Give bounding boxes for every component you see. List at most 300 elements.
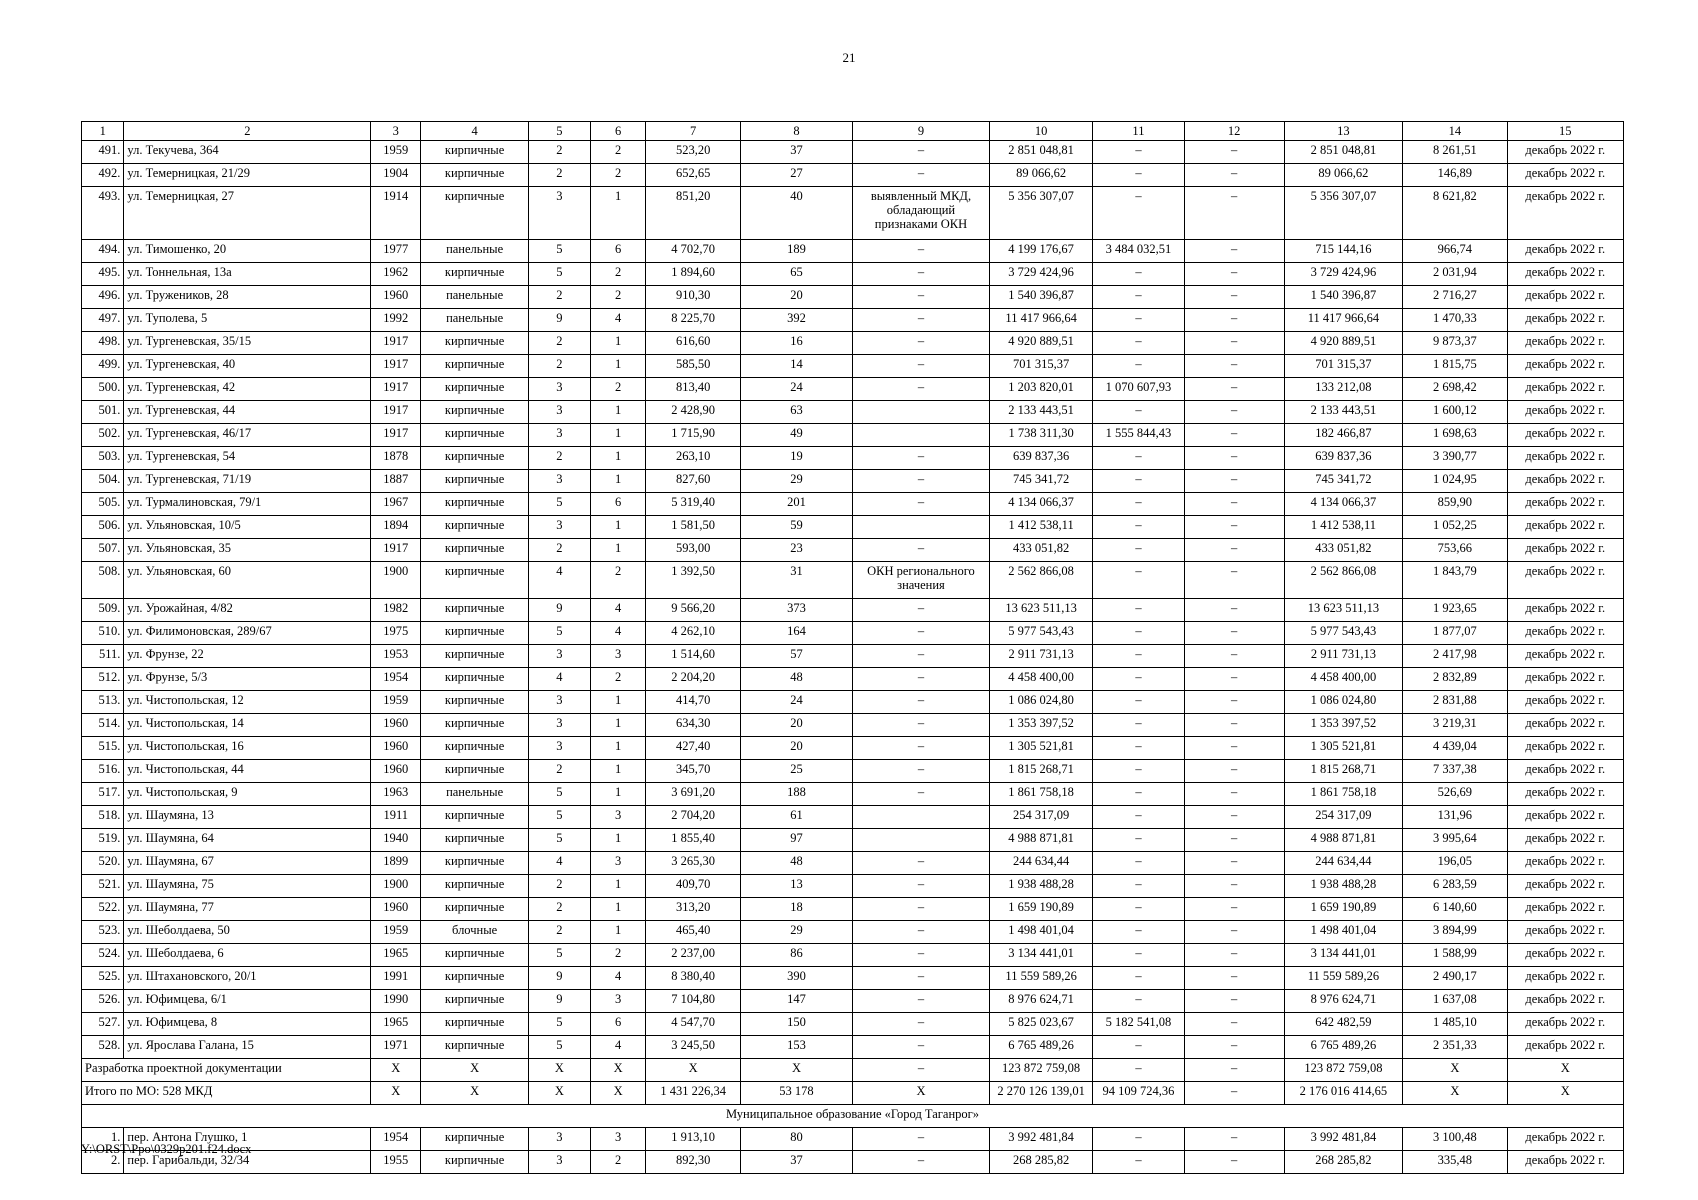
cell-entrances: 1 (590, 875, 645, 898)
cell-wall-material: кирпичные (421, 691, 529, 714)
cell-total-cost: 3 134 441,01 (989, 944, 1092, 967)
cell-address: ул. Чистопольская, 44 (124, 760, 371, 783)
cell-floors: 3 (528, 378, 590, 401)
cell-status: – (852, 944, 989, 967)
cell-cost-per-m2: X (1403, 1082, 1507, 1105)
cell-wall-material: кирпичные (421, 378, 529, 401)
cell-residents: 19 (740, 447, 852, 470)
cell-deadline: декабрь 2022 г. (1507, 516, 1623, 539)
cell-floors: 3 (528, 1151, 590, 1174)
section-title-row (82, 1105, 1624, 1128)
cell-cost-13: 1 353 397,52 (1284, 714, 1403, 737)
cell-cost-13: 6 765 489,26 (1284, 1036, 1403, 1059)
cell-floors: 4 (528, 562, 590, 599)
table-row (82, 921, 1624, 944)
cell-year: 1965 (371, 944, 421, 967)
table-row (82, 783, 1624, 806)
cell-area: X (646, 1059, 741, 1082)
cell-status: – (852, 645, 989, 668)
cell-total-cost: 2 851 048,81 (989, 141, 1092, 164)
cell-floors: 5 (528, 806, 590, 829)
cell-residents: 37 (740, 141, 852, 164)
cell-address: ул. Тургеневская, 35/15 (124, 332, 371, 355)
cell-cost-12: – (1184, 286, 1284, 309)
cell-total-cost: 1 738 311,30 (989, 424, 1092, 447)
cell-entrances: 2 (590, 141, 645, 164)
cell-num: 523. (82, 921, 124, 944)
cell-address: ул. Тружеников, 28 (124, 286, 371, 309)
cell-area: 2 237,00 (646, 944, 741, 967)
cell-wall-material: кирпичные (421, 714, 529, 737)
cell-area: 3 265,30 (646, 852, 741, 875)
cell-cost-12: – (1184, 875, 1284, 898)
cell-status: – (852, 309, 989, 332)
cell-cost-per-m2: 2 417,98 (1403, 645, 1507, 668)
cell-residents: 25 (740, 760, 852, 783)
cell-cost-per-m2: 196,05 (1403, 852, 1507, 875)
cell-wall-material: кирпичные (421, 516, 529, 539)
cell-cost-per-m2: 1 024,95 (1403, 470, 1507, 493)
cell-address: ул. Чистопольская, 12 (124, 691, 371, 714)
cell-status: – (852, 355, 989, 378)
cell-address: ул. Филимоновская, 289/67 (124, 622, 371, 645)
table-row (82, 332, 1624, 355)
cell-cost-per-m2: 1 052,25 (1403, 516, 1507, 539)
cell-status: ОКН регионального значения (852, 562, 989, 599)
cell-residents: 147 (740, 990, 852, 1013)
cell-cost-12: – (1184, 516, 1284, 539)
cell-total-cost: 745 341,72 (989, 470, 1092, 493)
cell-cost-13: 639 837,36 (1284, 447, 1403, 470)
cell-wall-material: кирпичные (421, 470, 529, 493)
total-row (82, 1082, 1624, 1105)
cell-floors: 5 (528, 263, 590, 286)
cell-total-cost: 2 911 731,13 (989, 645, 1092, 668)
cell-num: 509. (82, 599, 124, 622)
cell-entrances: 1 (590, 401, 645, 424)
cell-cost-per-m2: 526,69 (1403, 783, 1507, 806)
cell-year: 1894 (371, 516, 421, 539)
cell-cost-13: 1 305 521,81 (1284, 737, 1403, 760)
cell-cost-per-m2: 2 832,89 (1403, 668, 1507, 691)
cell-area: 2 704,20 (646, 806, 741, 829)
cell-cost-12: – (1184, 1013, 1284, 1036)
cell-status: – (852, 898, 989, 921)
cell-floors: 2 (528, 875, 590, 898)
cell-year: 1940 (371, 829, 421, 852)
cell-wall-material: кирпичные (421, 1151, 529, 1174)
cell-cost-11: – (1093, 645, 1184, 668)
cell-cost-12: – (1184, 714, 1284, 737)
table-row (82, 967, 1624, 990)
cell-total-cost: 4 134 066,37 (989, 493, 1092, 516)
cell-total-cost: 4 458 400,00 (989, 668, 1092, 691)
cell-wall-material: кирпичные (421, 539, 529, 562)
cell-entrances: 3 (590, 1128, 645, 1151)
cell-total-cost: 8 976 624,71 (989, 990, 1092, 1013)
cell-total-cost: 701 315,37 (989, 355, 1092, 378)
cell-cost-13: 1 412 538,11 (1284, 516, 1403, 539)
cell-wall-material: кирпичные (421, 599, 529, 622)
cell-entrances: 2 (590, 944, 645, 967)
cell-cost-per-m2: X (1403, 1059, 1507, 1082)
cell-floors: 9 (528, 967, 590, 990)
cell-wall-material: кирпичные (421, 1013, 529, 1036)
cell-cost-13: 3 729 424,96 (1284, 263, 1403, 286)
table-row (82, 668, 1624, 691)
cell-residents: 188 (740, 783, 852, 806)
cell-year: 1960 (371, 286, 421, 309)
cell-num: 506. (82, 516, 124, 539)
cell-wall-material: кирпичные (421, 141, 529, 164)
cell-status: – (852, 714, 989, 737)
cell-area: 7 104,80 (646, 990, 741, 1013)
cell-cost-13: 4 458 400,00 (1284, 668, 1403, 691)
cell-residents: 14 (740, 355, 852, 378)
cell-address: ул. Юфимцева, 8 (124, 1013, 371, 1036)
cell-area: 263,10 (646, 447, 741, 470)
cell-wall-material: кирпичные (421, 806, 529, 829)
cell-floors: 4 (528, 668, 590, 691)
cell-wall-material: панельные (421, 240, 529, 263)
cell-cost-per-m2: 2 716,27 (1403, 286, 1507, 309)
cell-wall-material: блочные (421, 921, 529, 944)
cell-status: X (852, 1082, 989, 1105)
cell-total-cost: 1 659 190,89 (989, 898, 1092, 921)
cell-wall-material: кирпичные (421, 187, 529, 240)
cell-total-cost: 244 634,44 (989, 852, 1092, 875)
cell-area: 634,30 (646, 714, 741, 737)
cell-address: ул. Ульяновская, 60 (124, 562, 371, 599)
cell-cost-13: 2 911 731,13 (1284, 645, 1403, 668)
cell-status: – (852, 263, 989, 286)
cell-cost-13: 13 623 511,13 (1284, 599, 1403, 622)
cell-year: 1960 (371, 737, 421, 760)
cell-address: ул. Шаумяна, 64 (124, 829, 371, 852)
cell-cost-11: – (1093, 829, 1184, 852)
cell-cost-12: – (1184, 990, 1284, 1013)
cell-cost-per-m2: 3 100,48 (1403, 1128, 1507, 1151)
cell-deadline: декабрь 2022 г. (1507, 875, 1623, 898)
table-row (82, 622, 1624, 645)
cell-status: – (852, 332, 989, 355)
cell-residents: 13 (740, 875, 852, 898)
cell-deadline: декабрь 2022 г. (1507, 944, 1623, 967)
cell-entrances: 2 (590, 562, 645, 599)
cell-cost-13: 3 134 441,01 (1284, 944, 1403, 967)
cell-address: ул. Фрунзе, 5/3 (124, 668, 371, 691)
cell-num: 524. (82, 944, 124, 967)
table-row (82, 447, 1624, 470)
cell-cost-13: 4 920 889,51 (1284, 332, 1403, 355)
cell-status: – (852, 447, 989, 470)
cell-total-cost: 1 498 401,04 (989, 921, 1092, 944)
cell-cost-13: 2 176 016 414,65 (1284, 1082, 1403, 1105)
cell-cost-13: 745 341,72 (1284, 470, 1403, 493)
table-row (82, 806, 1624, 829)
cell-residents: 61 (740, 806, 852, 829)
cell-wall-material: кирпичные (421, 898, 529, 921)
cell-num: 505. (82, 493, 124, 516)
cell-floors: 3 (528, 737, 590, 760)
cell-cost-13: 2 562 866,08 (1284, 562, 1403, 599)
cell-deadline: декабрь 2022 г. (1507, 470, 1623, 493)
cell-year: 1900 (371, 875, 421, 898)
cell-num: 508. (82, 562, 124, 599)
cell-cost-per-m2: 1 815,75 (1403, 355, 1507, 378)
cell-area: 1 392,50 (646, 562, 741, 599)
cell-area: 427,40 (646, 737, 741, 760)
cell-status: – (852, 599, 989, 622)
cell-year: 1917 (371, 378, 421, 401)
cell-floors: X (528, 1082, 590, 1105)
table-row (82, 852, 1624, 875)
cell-area: 414,70 (646, 691, 741, 714)
cell-cost-11: – (1093, 1059, 1184, 1082)
cell-cost-13: 268 285,82 (1284, 1151, 1403, 1174)
cell-area: 523,20 (646, 141, 741, 164)
cell-status: – (852, 668, 989, 691)
cell-residents: 23 (740, 539, 852, 562)
cell-residents: 24 (740, 378, 852, 401)
cell-cost-12: – (1184, 944, 1284, 967)
cell-entrances: X (590, 1082, 645, 1105)
header-cell: 4 (421, 122, 529, 141)
cell-total-cost: 433 051,82 (989, 539, 1092, 562)
capital-repair-table (81, 121, 1624, 1174)
cell-entrances: 2 (590, 378, 645, 401)
cell-cost-per-m2: 1 877,07 (1403, 622, 1507, 645)
cell-residents: 86 (740, 944, 852, 967)
cell-cost-11: 94 109 724,36 (1093, 1082, 1184, 1105)
cell-cost-12: – (1184, 1059, 1284, 1082)
cell-year: 1971 (371, 1036, 421, 1059)
cell-status: – (852, 286, 989, 309)
cell-residents: 20 (740, 714, 852, 737)
header-cell: 3 (371, 122, 421, 141)
cell-num: 519. (82, 829, 124, 852)
cell-wall-material: кирпичные (421, 263, 529, 286)
cell-address: ул. Тургеневская, 40 (124, 355, 371, 378)
cell-cost-12: – (1184, 470, 1284, 493)
cell-area: 1 855,40 (646, 829, 741, 852)
cell-cost-11: – (1093, 164, 1184, 187)
cell-status: – (852, 539, 989, 562)
cell-address: пер. Антона Глушко, 1 (124, 1128, 371, 1151)
cell-deadline: декабрь 2022 г. (1507, 921, 1623, 944)
cell-floors: 3 (528, 470, 590, 493)
cell-wall-material: панельные (421, 783, 529, 806)
cell-wall-material: кирпичные (421, 355, 529, 378)
cell-deadline: декабрь 2022 г. (1507, 286, 1623, 309)
table-row (82, 691, 1624, 714)
cell-cost-12: – (1184, 424, 1284, 447)
cell-total-cost: 2 270 126 139,01 (989, 1082, 1092, 1105)
cell-wall-material: кирпичные (421, 622, 529, 645)
cell-area: 1 581,50 (646, 516, 741, 539)
cell-address: ул. Шаумяна, 75 (124, 875, 371, 898)
cell-status: – (852, 875, 989, 898)
cell-cost-12: – (1184, 332, 1284, 355)
cell-status (852, 829, 989, 852)
cell-address: ул. Фрунзе, 22 (124, 645, 371, 668)
cell-cost-11: – (1093, 447, 1184, 470)
cell-area: 2 204,20 (646, 668, 741, 691)
table-row (82, 737, 1624, 760)
cell-cost-12: – (1184, 691, 1284, 714)
cell-floors: 2 (528, 164, 590, 187)
cell-area: 616,60 (646, 332, 741, 355)
cell-deadline: декабрь 2022 г. (1507, 141, 1623, 164)
cell-deadline: декабрь 2022 г. (1507, 539, 1623, 562)
cell-cost-12: – (1184, 164, 1284, 187)
cell-num: 494. (82, 240, 124, 263)
cell-floors: 5 (528, 240, 590, 263)
cell-status (852, 806, 989, 829)
cell-cost-13: 433 051,82 (1284, 539, 1403, 562)
cell-deadline: декабрь 2022 г. (1507, 562, 1623, 599)
cell-total-cost: 4 920 889,51 (989, 332, 1092, 355)
cell-cost-11: – (1093, 944, 1184, 967)
cell-cost-11: – (1093, 263, 1184, 286)
table-row (82, 187, 1624, 240)
cell-entrances: 1 (590, 470, 645, 493)
cell-floors: 9 (528, 990, 590, 1013)
table-row (82, 562, 1624, 599)
cell-residents: 53 178 (740, 1082, 852, 1105)
cell-floors: 3 (528, 645, 590, 668)
cell-num: 516. (82, 760, 124, 783)
cell-num: 2. (82, 1151, 124, 1174)
cell-deadline: декабрь 2022 г. (1507, 1151, 1623, 1174)
cell-status: – (852, 1059, 989, 1082)
cell-area: 8 380,40 (646, 967, 741, 990)
cell-deadline: декабрь 2022 г. (1507, 378, 1623, 401)
table-row (82, 714, 1624, 737)
cell-cost-13: 1 540 396,87 (1284, 286, 1403, 309)
cell-cost-11: 1 555 844,43 (1093, 424, 1184, 447)
cell-residents: 40 (740, 187, 852, 240)
cell-wall-material: кирпичные (421, 164, 529, 187)
cell-total-cost: 1 203 820,01 (989, 378, 1092, 401)
cell-cost-per-m2: 1 588,99 (1403, 944, 1507, 967)
cell-year: 1917 (371, 424, 421, 447)
table-row (82, 424, 1624, 447)
cell-entrances: 2 (590, 263, 645, 286)
cell-entrances: 1 (590, 783, 645, 806)
cell-deadline: декабрь 2022 г. (1507, 240, 1623, 263)
cell-status: – (852, 141, 989, 164)
cell-status (852, 424, 989, 447)
cell-cost-11: 1 070 607,93 (1093, 378, 1184, 401)
cell-floors: 2 (528, 286, 590, 309)
cell-deadline: декабрь 2022 г. (1507, 164, 1623, 187)
cell-cost-12: – (1184, 668, 1284, 691)
cell-total-cost: 2 562 866,08 (989, 562, 1092, 599)
cell-year: 1959 (371, 921, 421, 944)
cell-num: 525. (82, 967, 124, 990)
cell-cost-per-m2: 859,90 (1403, 493, 1507, 516)
cell-cost-12: – (1184, 447, 1284, 470)
cell-area: 1 431 226,34 (646, 1082, 741, 1105)
cell-total-cost: 254 317,09 (989, 806, 1092, 829)
cell-floors: 3 (528, 714, 590, 737)
design-row (82, 1059, 1624, 1082)
cell-cost-11: – (1093, 401, 1184, 424)
header-cell: 6 (590, 122, 645, 141)
cell-year: 1954 (371, 1128, 421, 1151)
cell-area: 2 428,90 (646, 401, 741, 424)
cell-cost-per-m2: 753,66 (1403, 539, 1507, 562)
cell-cost-12: – (1184, 783, 1284, 806)
cell-year: 1965 (371, 1013, 421, 1036)
cell-deadline: декабрь 2022 г. (1507, 783, 1623, 806)
cell-year: 1899 (371, 852, 421, 875)
cell-num: 526. (82, 990, 124, 1013)
cell-floors: 5 (528, 783, 590, 806)
cell-total-cost: 639 837,36 (989, 447, 1092, 470)
cell-total-cost: 1 815 268,71 (989, 760, 1092, 783)
cell-status: – (852, 967, 989, 990)
cell-address: ул. Шаумяна, 67 (124, 852, 371, 875)
cell-cost-per-m2: 2 831,88 (1403, 691, 1507, 714)
cell-residents: 80 (740, 1128, 852, 1151)
table-row (82, 141, 1624, 164)
cell-wall-material: кирпичные (421, 562, 529, 599)
cell-floors: 5 (528, 622, 590, 645)
cell-wall-material: кирпичные (421, 668, 529, 691)
cell-floors: 2 (528, 355, 590, 378)
cell-cost-13: 1 659 190,89 (1284, 898, 1403, 921)
footer-file-path: Y:\ORST\Ppo\0329p201.f24.docx (81, 1142, 252, 1156)
cell-status: выявленный МКД, обладающий признаками ОКН (852, 187, 989, 240)
cell-residents: 29 (740, 921, 852, 944)
cell-cost-11: – (1093, 1151, 1184, 1174)
cell-wall-material: кирпичные (421, 447, 529, 470)
cell-residents: 65 (740, 263, 852, 286)
cell-cost-per-m2: 9 873,37 (1403, 332, 1507, 355)
cell-residents: 27 (740, 164, 852, 187)
cell-total-cost: 1 861 758,18 (989, 783, 1092, 806)
table-row (82, 1013, 1624, 1036)
cell-cost-per-m2: 6 283,59 (1403, 875, 1507, 898)
cell-cost-per-m2: 7 337,38 (1403, 760, 1507, 783)
cell-num: 522. (82, 898, 124, 921)
cell-floors: 2 (528, 332, 590, 355)
cell-floors: 9 (528, 599, 590, 622)
cell-entrances: 1 (590, 921, 645, 944)
cell-wall-material: кирпичные (421, 401, 529, 424)
table-row (82, 309, 1624, 332)
cell-residents: 390 (740, 967, 852, 990)
cell-floors: 2 (528, 447, 590, 470)
cell-num: 496. (82, 286, 124, 309)
cell-area: 827,60 (646, 470, 741, 493)
cell-cost-12: – (1184, 187, 1284, 240)
cell-cost-13: 182 466,87 (1284, 424, 1403, 447)
cell-total-cost: 1 353 397,52 (989, 714, 1092, 737)
cell-address: ул. Темерницкая, 27 (124, 187, 371, 240)
cell-address: ул. Турмалиновская, 79/1 (124, 493, 371, 516)
cell-year: 1953 (371, 645, 421, 668)
cell-cost-11: – (1093, 1128, 1184, 1151)
cell-floors: 3 (528, 401, 590, 424)
cell-floors: 2 (528, 539, 590, 562)
cell-total-cost: 3 729 424,96 (989, 263, 1092, 286)
cell-wall-material: кирпичные (421, 944, 529, 967)
cell-cost-per-m2: 1 637,08 (1403, 990, 1507, 1013)
cell-deadline: декабрь 2022 г. (1507, 829, 1623, 852)
